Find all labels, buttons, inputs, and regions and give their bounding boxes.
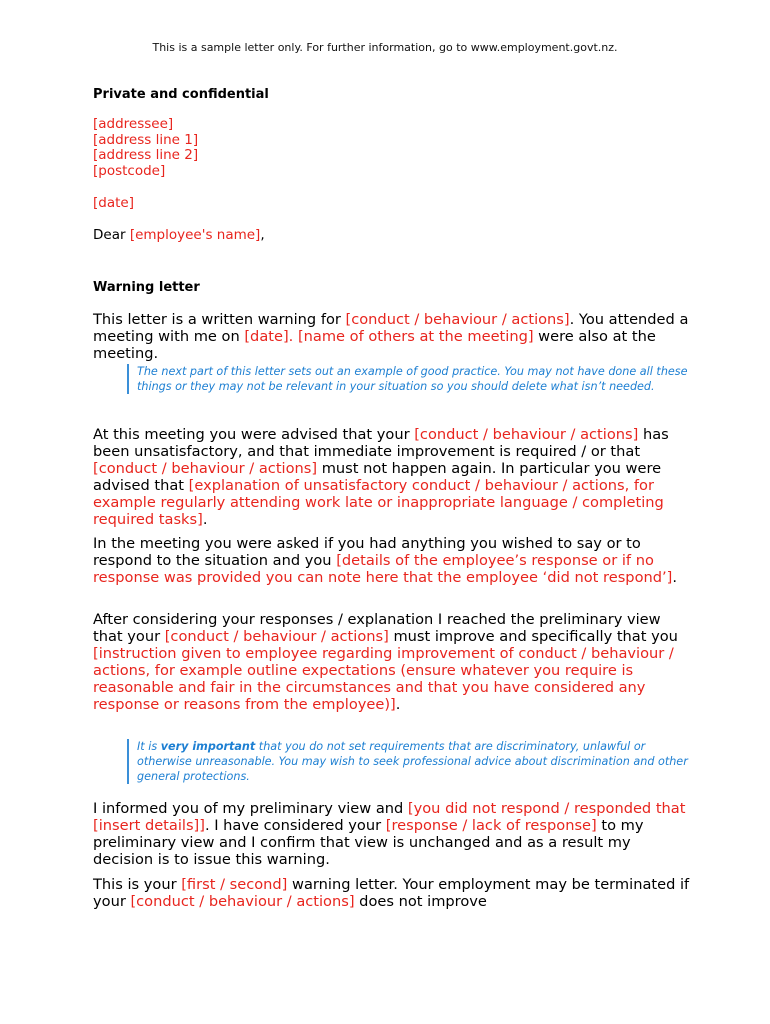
sample-letter-notice: This is a sample letter only. For further information, go to www.employment.govt.nz. [152, 41, 618, 54]
paragraph-meeting-advice: At this meeting you were advised that your [conduct / behaviour / actions] has been unsatisfactory, and that immediate improvement is required / or that [conduct / behaviour / actions] must not happen again. In particular you were advised that [explanation of unsatisfactory conduct / behaviour / actions, for example regularly attending work late or inappropriate language / completing required tasks]. [93, 426, 669, 529]
address-block [93, 117, 198, 180]
postcode-placeholder: [postcode] [93, 163, 166, 180]
private-confidential-heading: Private and confidential [93, 87, 269, 102]
paragraph-decision: I informed you of my preliminary view and [you did not respond / responded that [insert details]]. I have considered your [response / lack of response] to my preliminary view and I confirm that view is unchanged and as a result my decision is to issue this warning. [93, 800, 686, 869]
paragraph-warning-count: This is your [first / second] warning letter. Your employment may be terminated if your [conduct / behaviour / actions] does not improve [93, 876, 690, 911]
paragraph-employee-response: In the meeting you were asked if you had anything you wished to say or to respond to the situation and you [details of the employee’s response or if no response was provided you can note here that the employee ‘did not respond’]. [93, 535, 677, 587]
paragraph-written-warning: This letter is a written warning for [conduct / behaviour / actions]. You attended a meeting with me on [date]. [name of others at the meeting] were also at the meeting. [93, 311, 689, 363]
good-practice-note: The next part of this letter sets out an example of good practice. You may not have done all these things or they may not be relevant in your situation so you should delete what isn’t needed. [127, 364, 697, 394]
employee-name-placeholder: [employee's name] [129, 227, 261, 243]
paragraph-preliminary-view: After considering your responses / explanation I reached the preliminary view that your [conduct / behaviour / actions] must improve and specifically that you [instruction given to employee regarding improvement of conduct / behaviour / actions, for example outline expectations (ensure whatever you require is reasonable and fair in the circumstances and that you have considered any response or reasons from the employee)]. [93, 611, 678, 714]
greeting: Dear [employee's name], [93, 227, 265, 243]
address-line-2-placeholder: [address line 2] [93, 147, 199, 164]
date-placeholder: [date] [93, 195, 134, 211]
discrimination-note: It is very important that you do not set requirements that are discriminatory, unlawful or otherwise unreasonable. You may wish to seek professional advice about discrimination and other general protections. [127, 739, 697, 784]
warning-letter-heading: Warning letter [93, 280, 200, 295]
address-line-1-placeholder: [address line 1] [93, 131, 199, 148]
addressee-placeholder: [addressee] [93, 116, 174, 132]
